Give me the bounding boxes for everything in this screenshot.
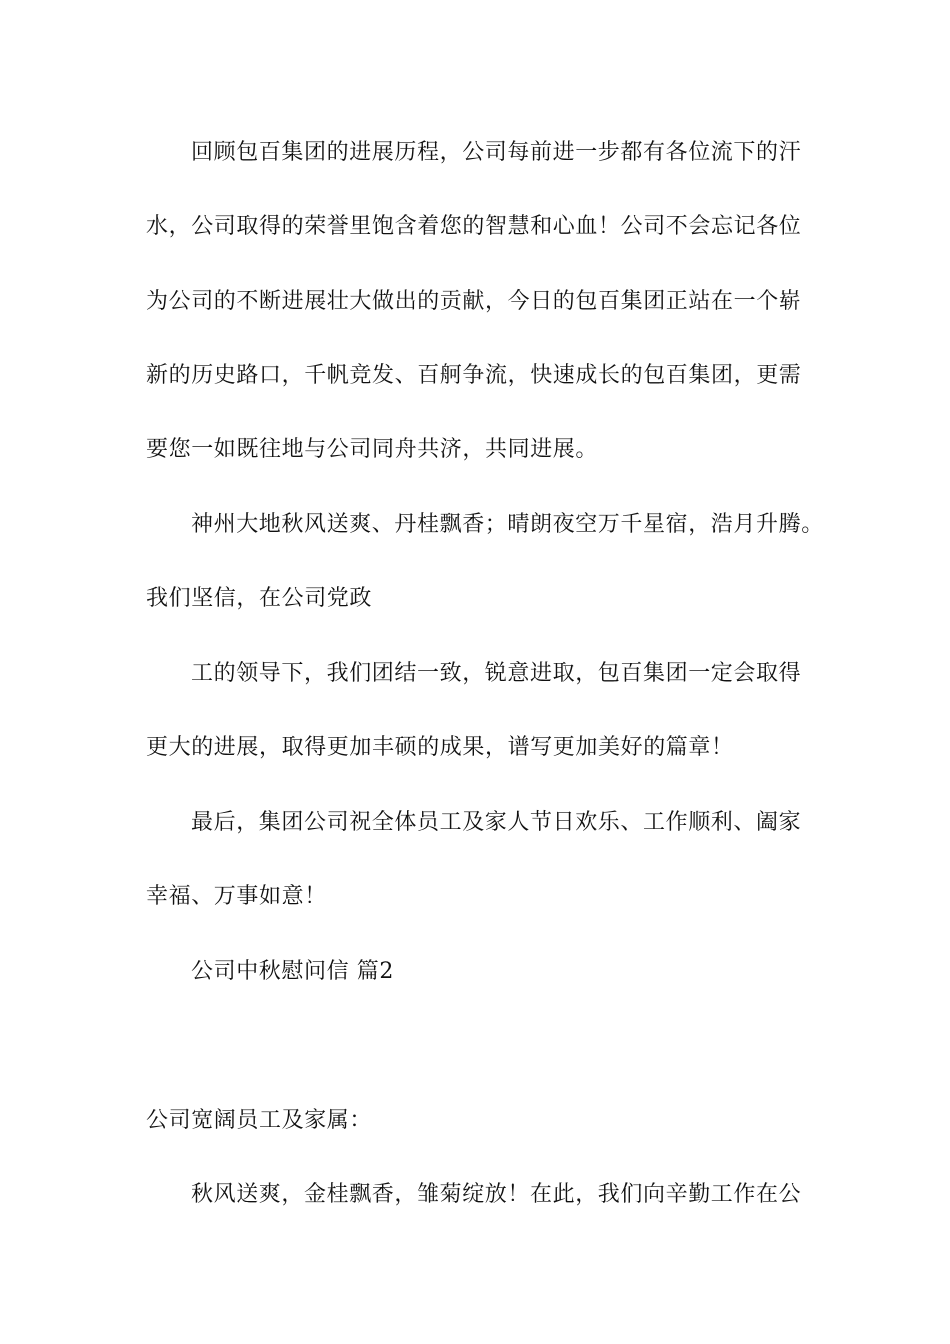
paragraph-line: 工的领导下，我们团结一致，锐意进取，包百集团一定会取得 [191,661,802,686]
paragraph-line: 我们坚信，在公司党政 [146,586,373,611]
paragraph-line: 新的历史路口，千帆竞发、百舸争流，快速成长的包百集团，更需 [146,363,802,388]
section-heading: 公司中秋慰问信 篇2 [191,959,394,984]
salutation: 公司宽阔员工及家属： [146,1108,373,1133]
paragraph-line: 幸福、万事如意！ [146,884,327,909]
paragraph-line: 最后，集团公司祝全体员工及家人节日欢乐、工作顺利、阖家 [191,810,802,835]
paragraph-line: 要您一如既往地与公司同舟共济，共同进展。 [146,437,599,462]
paragraph-line: 更大的进展，取得更加丰硕的成果，谱写更加美好的篇章！ [146,735,734,760]
paragraph-line: 水，公司取得的荣誉里饱含着您的智慧和心血！公司不会忘记各位 [146,214,802,239]
paragraph-line: 为公司的不断进展壮大做出的贡献，今日的包百集团正站在一个崭 [146,289,802,314]
paragraph-line: 秋风送爽，金桂飘香，雏菊绽放！在此，我们向辛勤工作在公 [191,1182,802,1207]
paragraph-line: 神州大地秋风送爽、丹桂飘香；晴朗夜空万千星宿，浩月升腾。 [191,512,824,537]
paragraph-line: 回顾包百集团的进展历程，公司每前进一步都有各位流下的汗 [191,140,802,165]
